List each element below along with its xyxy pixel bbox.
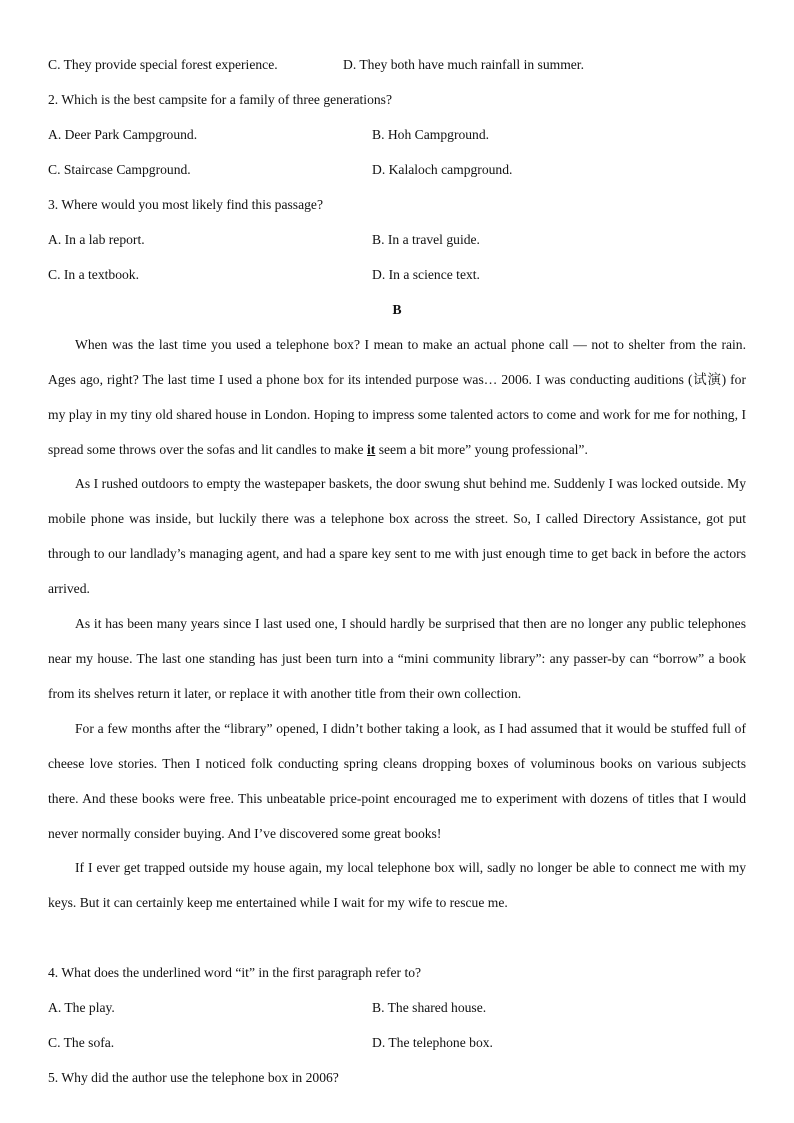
underlined-word-it: it (367, 442, 376, 457)
q1-option-c: C. They provide special forest experience. (48, 57, 278, 72)
question-4-option-b: B. The shared house. (372, 1000, 487, 1015)
paragraph-1-text-start: When was the last time you used a telephone box? I mean to make an actual phone call — not to shelter from the rain. Ages ago, right? The last time I used a phone box for its intended purpose was… 2006. I was conducting auditions (试演) for my play in my tiny old shared house in London. Hoping to impress some talented actors to come and work for me for nothing, I spread some throws over the sofas and lit candles to make (48, 337, 746, 457)
question-2-option-a: A. Deer Park Campground. (48, 127, 198, 142)
question-3-option-c: C. In a textbook. (48, 267, 139, 282)
question-4-option-c: C. The sofa. (48, 1035, 115, 1050)
passage-paragraph-1 (48, 327, 746, 467)
paragraph-1-text-end: seem a bit more” young professional”. (375, 442, 588, 457)
passage-paragraph-2: As I rushed outdoors to empty the wastepaper baskets, the door swung shut behind me. Suddenly I was locked outside. My mobile phone was inside, but luckily there was a telephone box across the street. So, I called Directory Assistance, got put through to our landlady’s managing agent, and had a spare key sent to me with just enough time to get back in before the actors arrived. (48, 476, 746, 596)
question-4-option-a: A. The play. (48, 1000, 115, 1015)
question-4-option-d: D. The telephone box. (372, 1035, 493, 1050)
section-b-heading: B (392, 302, 402, 317)
question-3-option-a: A. In a lab report. (48, 232, 145, 247)
question-3-stem: 3. Where would you most likely find this passage? (48, 197, 323, 212)
question-2-option-b: B. Hoh Campground. (372, 127, 490, 142)
passage-paragraph-5: If I ever get trapped outside my house again, my local telephone box will, sadly no longer be able to connect me with my keys. But it can certainly keep me entertained while I wait for my wife to rescue me. (48, 860, 746, 910)
passage-paragraph-3: As it has been many years since I last used one, I should hardly be surprised that then are no longer any public telephones near my house. The last one standing has just been turn into a “mini community library”: any passer-by can “borrow” a book from its shelves return it later, or replace it with another title from their own collection. (48, 616, 746, 701)
question-2-option-c: C. Staircase Campground. (48, 162, 191, 177)
passage-paragraph-4: For a few months after the “library” opened, I didn’t bother taking a look, as I had assumed that it would be stuffed full of cheese love stories. Then I noticed folk conducting spring cleans dropping boxes of voluminous books on various subjects there. And these books were free. This unbeatable price-point encouraged me to experiment with dozens of titles that I would never normally consider buying. And I’ve discovered some great books! (48, 721, 746, 841)
question-2-option-d: D. Kalaloch campground. (372, 162, 513, 177)
question-3-option-b: B. In a travel guide. (372, 232, 480, 247)
question-5-stem: 5. Why did the author use the telephone box in 2006? (48, 1070, 339, 1085)
q1-option-d: D. They both have much rainfall in summer. (343, 57, 584, 72)
question-3-option-d: D. In a science text. (372, 267, 480, 282)
question-2-stem: 2. Which is the best campsite for a family of three generations? (48, 92, 393, 107)
question-4-stem: 4. What does the underlined word “it” in the first paragraph refer to? (48, 965, 422, 980)
